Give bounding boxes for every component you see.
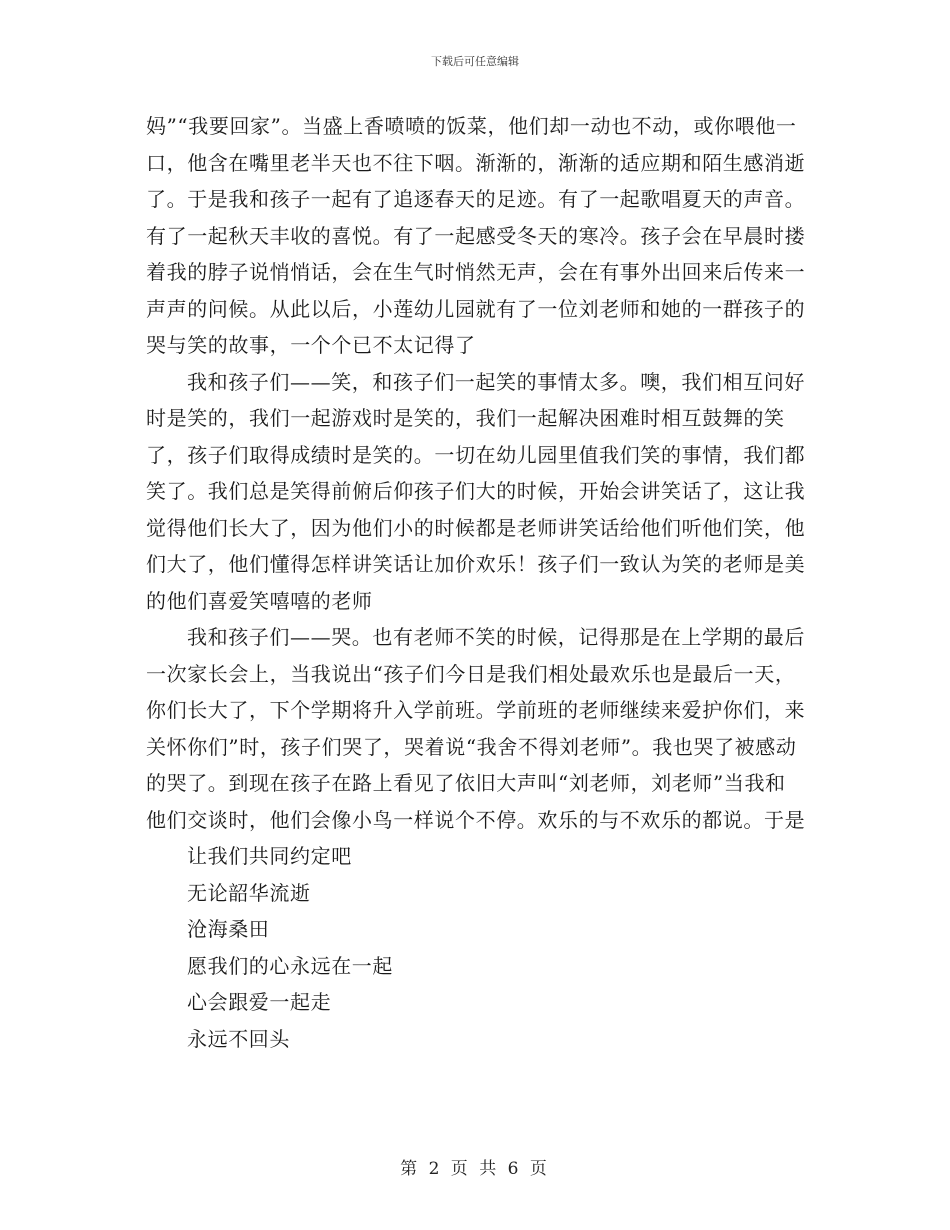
poem-line: 永远不回头 <box>187 1026 290 1051</box>
poem-line: 沧海桑田 <box>187 917 270 941</box>
poem-line: 心会跟爱一起走 <box>187 990 332 1014</box>
page-number-footer: 第 2 页 共 6 页 <box>400 1159 550 1179</box>
poem-line: 愿我们的心永远在一起 <box>187 953 393 978</box>
paragraph-laughing: 我和孩子们——笑，和孩子们一起笑的事情太多。噢，我们相互问好时是笑的，我们一起游戏时是笑的，我们一起解决困难时相互鼓舞的笑了，孩子们取得成绩时是笑的。一切在幼儿园里值我们笑的事情，我们都笑了。我们总是笑得前俯后仰孩子们大的时候，开始会讲笑话了，这让我觉得他们长大了，因为他们小的时候都是老师讲笑话给他们听他们笑，他们大了，他们懂得怎样讲笑话让加价欢乐！孩子们一致认为笑的老师是美的他们喜爱笑嘻嘻的老师 <box>146 369 806 613</box>
paragraph-continuation: 妈”“我要回家”。当盛上香喷喷的饭菜，他们却一动也不动，或你喂他一口，他含在嘴里老半天也不往下咽。渐渐的，渐渐的适应期和陌生感消逝了。于是我和孩子一起有了追逐春天的足迹。有了一起歌唱夏天的声音。有了一起秋天丰收的喜悦。有了一起感受冬天的寒冷。孩子会在早晨时搂着我的脖子说悄悄话，会在生气时悄然无声，会在有事外出回来后传来一声声的问候。从此以后，小莲幼儿园就有了一位刘老师和她的一群孩子的哭与笑的故事，一个个已不太记得了 <box>146 114 806 357</box>
poem-line: 无论韶华流逝 <box>187 880 311 905</box>
paragraph-crying: 我和孩子们——哭。也有老师不笑的时候，记得那是在上学期的最后一次家长会上，当我说出“孩子们今日是我们相处最欢乐也是最后一天，你们长大了，下个学期将升入学前班。学前班的老师继续来爱护你们，来关怀你们”时，孩子们哭了，哭着说“我舍不得刘老师”。我也哭了被感动的哭了。到现在孩子在路上看见了依旧大声叫“刘老师，刘老师”当我和他们交谈时，他们会像小鸟一样说个不停。欢乐的与不欢乐的都说。于是 <box>146 625 806 832</box>
poem-line: 让我们共同约定吧 <box>187 844 352 868</box>
poem <box>146 838 806 1057</box>
document-body <box>146 108 806 1057</box>
page-header: 下载后可任意编辑 <box>431 55 519 68</box>
